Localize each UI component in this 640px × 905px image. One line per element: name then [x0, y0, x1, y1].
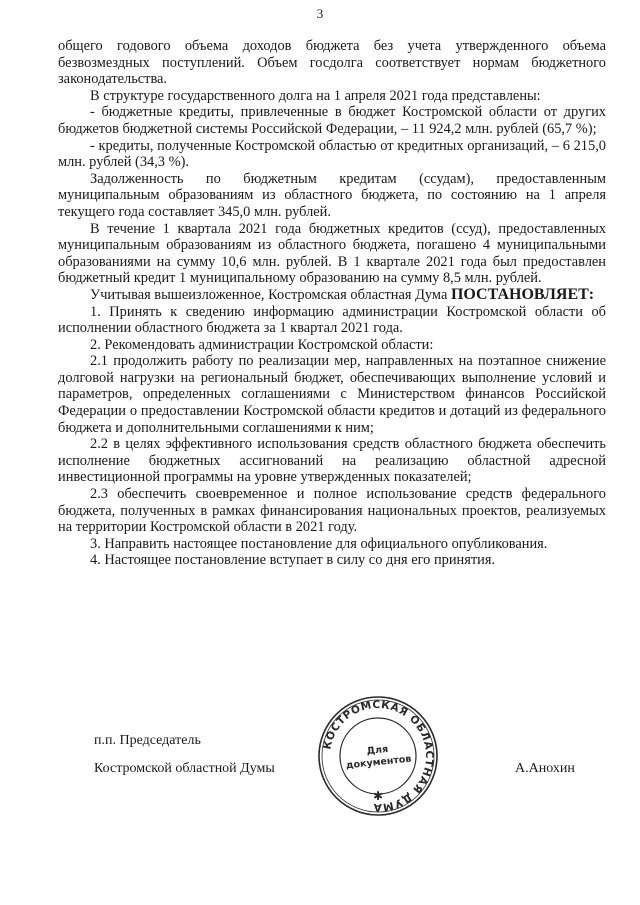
paragraph: - бюджетные кредиты, привлеченные в бюджет Костромской области от других бюджетов бюджетной системы Российской Федерации, – 11 924,2 млн. рублей (65,7 %);: [58, 104, 606, 137]
resolution-intro: [58, 287, 606, 304]
stamp-center-line1: Для: [366, 743, 389, 758]
paragraph: общего годового объема доходов бюджета без учета утвержденного объема безвозмездных поступлений. Объем госдолга соответствует нормам бюджетного законодательства.: [58, 38, 606, 88]
paragraph: 2. Рекомендовать администрации Костромской области:: [90, 336, 434, 353]
paragraph: 3. Направить настоящее постановление для официального опубликования.: [90, 535, 548, 552]
stamp-star-icon: ✱: [372, 789, 384, 803]
signature-title-line1: п.п. Председатель: [94, 733, 201, 748]
paragraph: 2.2 в целях эффективного использования средств областного бюджета обеспечить исполнение бюджетных ассигнований на реализацию областной адресной инвестиционной программы на уровне утвержденных показателей;: [58, 436, 606, 486]
official-stamp: [316, 694, 440, 818]
paragraph: В структуре государственного долга на 1 апреля 2021 года представлены:: [90, 87, 541, 104]
paragraph: 2.1 продолжить работу по реализации мер, направленных на поэтапное снижение долговой нагрузки на региональный бюджет, обеспечивающих выполнение условий и параметров, определенных соглашениями с Министерством финансов Российской Федерации о предоставлении Костромской области кредитов и дотаций из федерального бюджета и дополнительными соглашениями к ним;: [58, 353, 606, 436]
paragraph: - кредиты, полученные Костромской областью от кредитных организаций, – 6 215,0 млн. рублей (34,3 %).: [58, 137, 606, 171]
paragraph: 1. Принять к сведению информацию администрации Костромской области об исполнении областного бюджета за 1 квартал 2021 года.: [58, 303, 606, 337]
paragraph: 4. Настоящее постановление вступает в силу со дня его принятия.: [90, 552, 496, 569]
resolution-keyword: ПОСТАНОВЛЯЕТ:: [450, 285, 595, 303]
paragraph: Задолженность по бюджетным кредитам (ссудам), предоставленным муниципальным образованиям из областного бюджета, по состоянию на 1 апреля текущего года составляет 345,0 млн. рублей.: [58, 170, 606, 220]
page-number: 3: [316, 6, 324, 21]
signature-name: А.Анохин: [515, 761, 575, 776]
stamp-ring-text: КОСТРОМСКАЯ ОБЛАСТНАЯ ДУМА: [321, 698, 436, 814]
paragraph: 2.3 обеспечить своевременное и полное использование средств федерального бюджета, полученных в рамках финансирования национальных проектов, реализуемых на территории Костромской области в 2021 году.: [58, 486, 606, 536]
resolution-intro-text: Учитывая вышеизложенное, Костромская областная Дума: [90, 286, 451, 303]
signature-title-line2: Костромской областной Думы: [94, 761, 275, 776]
stamp-center-line2: документов: [345, 753, 412, 772]
paragraph: В течение 1 квартала 2021 года бюджетных кредитов (ссуд), предоставленных муниципальным образованиям из областного бюджета, погашено 4 муниципальными образованиями на сумму 10,6 млн. рублей. В 1 квартале 2021 года был предоставлен бюджетный кредит 1 муниципальному образованию на сумму 8,5 млн. рублей.: [58, 220, 606, 287]
document-body: [58, 38, 606, 569]
